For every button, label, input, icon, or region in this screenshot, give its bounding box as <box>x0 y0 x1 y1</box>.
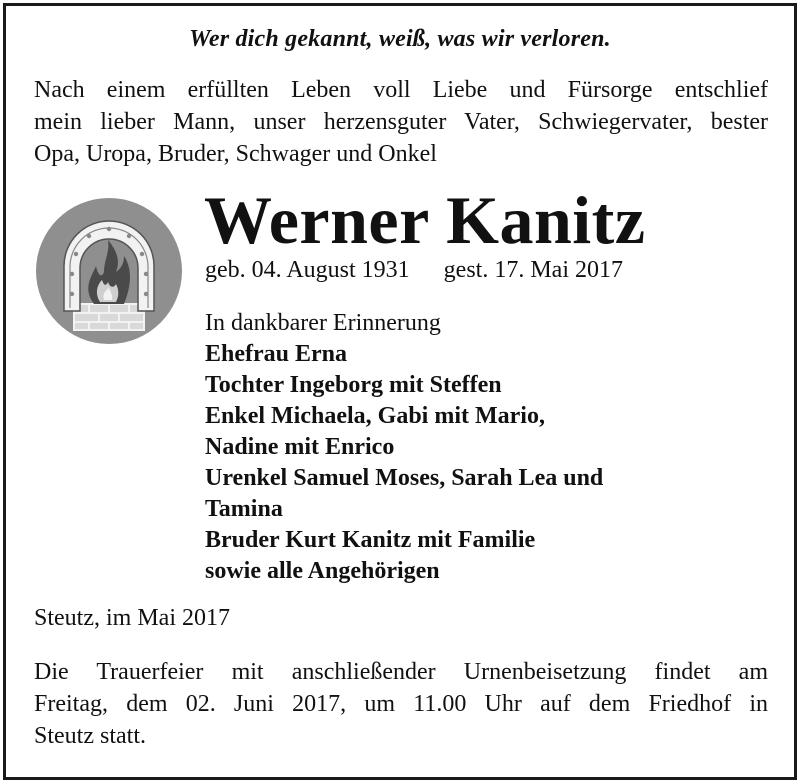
ceremony-line: Die Trauerfeier mit anschließender Urnenbeisetzung findet am <box>34 659 768 685</box>
birth-date: geb. 04. August 1931 <box>205 257 410 283</box>
life-dates <box>205 254 623 286</box>
horseshoe-fire-icon <box>34 196 184 346</box>
intro-line: mein lieber Mann, unser herzensguter Vater, Schwiegervater, bester <box>34 109 768 135</box>
mourner-line: Urenkel Samuel Moses, Sarah Lea und <box>205 465 604 491</box>
deceased-name: Werner Kanitz <box>204 182 646 258</box>
intro-text <box>34 74 768 170</box>
intro-line: Opa, Uropa, Bruder, Schwager und Onkel <box>34 141 437 167</box>
remembrance-line: In dankbarer Erinnerung <box>205 310 441 336</box>
ceremony-text <box>34 656 768 752</box>
ceremony-line: Freitag, dem 02. Juni 2017, um 11.00 Uhr auf dem Friedhof in <box>34 691 768 717</box>
mourner-line: Nadine mit Enrico <box>205 434 395 460</box>
intro-line: Nach einem erfüllten Leben voll Liebe und Fürsorge entschlief <box>34 77 768 103</box>
place-date: Steutz, im Mai 2017 <box>34 605 230 631</box>
mourner-line: Enkel Michaela, Gabi mit Mario, <box>205 403 545 429</box>
mourner-line: Tochter Ingeborg mit Steffen <box>205 372 502 398</box>
mourners-block <box>205 308 745 587</box>
ceremony-line: Steutz statt. <box>34 723 146 749</box>
death-date: gest. 17. Mai 2017 <box>443 257 623 283</box>
mourner-line: Tamina <box>205 496 283 522</box>
motto: Wer dich gekannt, weiß, was wir verloren. <box>189 26 611 52</box>
mourner-line: Bruder Kurt Kanitz mit Familie <box>205 527 536 553</box>
mourner-line: sowie alle Angehörigen <box>205 558 440 584</box>
mourner-line: Ehefrau Erna <box>205 341 348 367</box>
